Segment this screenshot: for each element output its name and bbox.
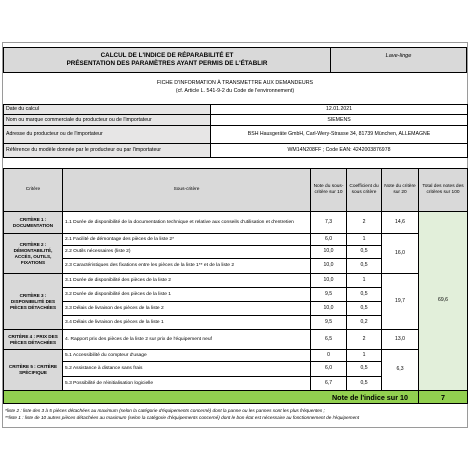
- info-label: Nom ou marque commerciale du producteur ou de l'importateur: [4, 115, 211, 126]
- index-row: [4, 391, 468, 404]
- table-header-row: [4, 169, 468, 212]
- subcriterion-score: 10,0: [311, 259, 347, 274]
- subcriterion-score: 0: [311, 350, 347, 362]
- document-title: [4, 48, 331, 72]
- info-label: Référence du modèle donnée par le producteur ou par l'importateur: [4, 144, 211, 158]
- subcriterion-label: 3.3 Délais de livraison des pièces de la liste 2: [63, 302, 311, 316]
- subcriterion-label: 3.2 Durée de disponibilité des pièces de la liste 1: [63, 288, 311, 302]
- title-line-1: CALCUL DE L'INDICE DE RÉPARABILITÉ ET: [100, 51, 234, 59]
- info-value: SIEMENS: [211, 115, 468, 126]
- header-total: Total des notes des critères sur 100: [419, 169, 468, 212]
- criterion-label: CRITÈRE 1 : DOCUMENTATION: [4, 212, 63, 234]
- criterion-score: 16,0: [382, 234, 419, 274]
- subcriterion-label: 5.2 Assistance à distance sans frais: [63, 362, 311, 377]
- subcriterion-score: 10,0: [311, 246, 347, 259]
- subcriterion-coefficient: 0,5: [347, 302, 382, 316]
- footnotes: [5, 408, 465, 421]
- subcriterion-score: 9,5: [311, 316, 347, 330]
- product-category: Lave-linge: [385, 53, 412, 59]
- subcriterion-label: 2.3 Caractéristiques des fixations entre les pièces de la liste 1** et de la liste 2: [63, 259, 311, 274]
- info-row-reference: [4, 144, 468, 158]
- subcriterion-label: 3.1 Durée de disponibilité des pièces de la liste 2: [63, 274, 311, 288]
- subcriterion-label: 5.1 Accessibilité du compteur d'usage: [63, 350, 311, 362]
- subcriterion-coefficient: 0,5: [347, 246, 382, 259]
- subcriterion-coefficient: 0,5: [347, 259, 382, 274]
- subcriterion-score: 6,5: [311, 330, 347, 350]
- subcriterion-coefficient: 1: [347, 350, 382, 362]
- criterion-score: 6,3: [382, 350, 419, 391]
- header-coefficient: Coefficient du sous critère: [347, 169, 382, 212]
- header-criterion-score: Note du critère sur 20: [382, 169, 419, 212]
- index-label: Note de l'indice sur 10: [4, 391, 419, 404]
- criterion-label: CRITÈRE 5 : CRITÈRE SPÉCIFIQUE: [4, 350, 63, 391]
- title-box: [3, 47, 467, 73]
- info-label: Date du calcul: [4, 105, 211, 115]
- criterion-label: CRITÈRE 3 : DISPONIBILITÉ DES PIÈCES DÉTACHÉES: [4, 274, 63, 330]
- table-row: [4, 350, 468, 362]
- info-value: WM14N208FF ; Code EAN: 4242003876978: [211, 144, 468, 158]
- criterion-score: 13,0: [382, 330, 419, 350]
- table-row: [4, 274, 468, 288]
- subcriterion-score: 6,0: [311, 362, 347, 377]
- fiche-heading: [3, 80, 467, 95]
- subcriterion-coefficient: 2: [347, 330, 382, 350]
- subcriterion-coefficient: 0,5: [347, 377, 382, 391]
- criterion-score: 14,6: [382, 212, 419, 234]
- footnote-liste-1: **liste 1 : liste de 10 autres pièces détachées au maximum (selon la catégorie d'équipements concerné) dont le bon état est nécessaire au fonctionnement de l'équipement: [5, 414, 360, 420]
- subcriterion-label: 5.3 Possibilité de réinitialisation logicielle: [63, 377, 311, 391]
- fiche-reference: (cf. Article L. 541-9-2 du Code de l'environnement): [175, 87, 295, 94]
- info-row-brand: [4, 115, 468, 126]
- subcriterion-score: 10,0: [311, 274, 347, 288]
- info-label: Adresse du producteur ou de l'importateur: [4, 126, 211, 144]
- subcriterion-label: 3.4 Délais de livraison des pièces de la liste 1: [63, 316, 311, 330]
- subcriterion-label: 2.2 Outils nécessaires (liste 2): [63, 246, 311, 259]
- header-sub-score: Note du sous-critère sur 10: [311, 169, 347, 212]
- repairability-table: [3, 168, 468, 404]
- table-row: [4, 234, 468, 246]
- subcriterion-coefficient: 1: [347, 234, 382, 246]
- product-info-table: [3, 104, 468, 158]
- criterion-score: 19,7: [382, 274, 419, 330]
- subcriterion-coefficient: 0,5: [347, 288, 382, 302]
- subcriterion-coefficient: 0,2: [347, 316, 382, 330]
- subcriterion-score: 6,0: [311, 234, 347, 246]
- info-value: BSH Hausgeräte GmbH, Carl-Wery-Strasse 34, 81739 München, ALLEMAGNE: [211, 126, 468, 144]
- subcriterion-score: 6,7: [311, 377, 347, 391]
- subcriterion-coefficient: 2: [347, 212, 382, 234]
- header-subcriterion: Sous-critère: [63, 169, 311, 212]
- table-row: [4, 330, 468, 350]
- subcriterion-coefficient: 1: [347, 274, 382, 288]
- table-row: [4, 212, 468, 234]
- footnote-liste-2: *liste 2 : liste des 3 à 5 pièces détachées au maximum (selon la catégorie d'équipements concerné) dont la panne ou les pannes sont les plus fréquentes ;: [5, 408, 325, 413]
- subcriterion-label: 4. Rapport prix des pièces de la liste 2 sur prix de l'équipement neuf: [63, 330, 311, 350]
- title-line-2: PRÉSENTATION DES PARAMÈTRES AYANT PERMIS DE L'ÉTABLIR: [66, 60, 268, 67]
- criterion-label: CRITÈRE 4 : PRIX DES PIÈCES DÉTACHÉES: [4, 330, 63, 350]
- info-value: 12.01.2021: [211, 105, 468, 115]
- info-row-date: [4, 105, 468, 115]
- fiche-title: FICHE D'INFORMATION À TRANSMETTRE AUX DEMANDEURS: [156, 80, 314, 86]
- header-criterion: Critère: [4, 169, 63, 212]
- subcriterion-score: 7,3: [311, 212, 347, 234]
- total-score: 69,6: [419, 212, 468, 391]
- index-value: 7: [419, 391, 468, 404]
- info-row-address: [4, 126, 468, 144]
- subcriterion-score: 10,0: [311, 302, 347, 316]
- subcriterion-score: 9,5: [311, 288, 347, 302]
- subcriterion-label: 1.1 Durée de disponibilité de la documentation technique et relative aux conseils d'utilisation et d'entretien: [63, 212, 311, 234]
- criterion-label: CRITÈRE 2 : DÉMONTABILITÉ, ACCÈS, OUTILS, FIXATIONS: [4, 234, 63, 274]
- subcriterion-coefficient: 0,5: [347, 362, 382, 377]
- subcriterion-label: 2.1 Facilité de démontage des pièces de la liste 2*: [63, 234, 311, 246]
